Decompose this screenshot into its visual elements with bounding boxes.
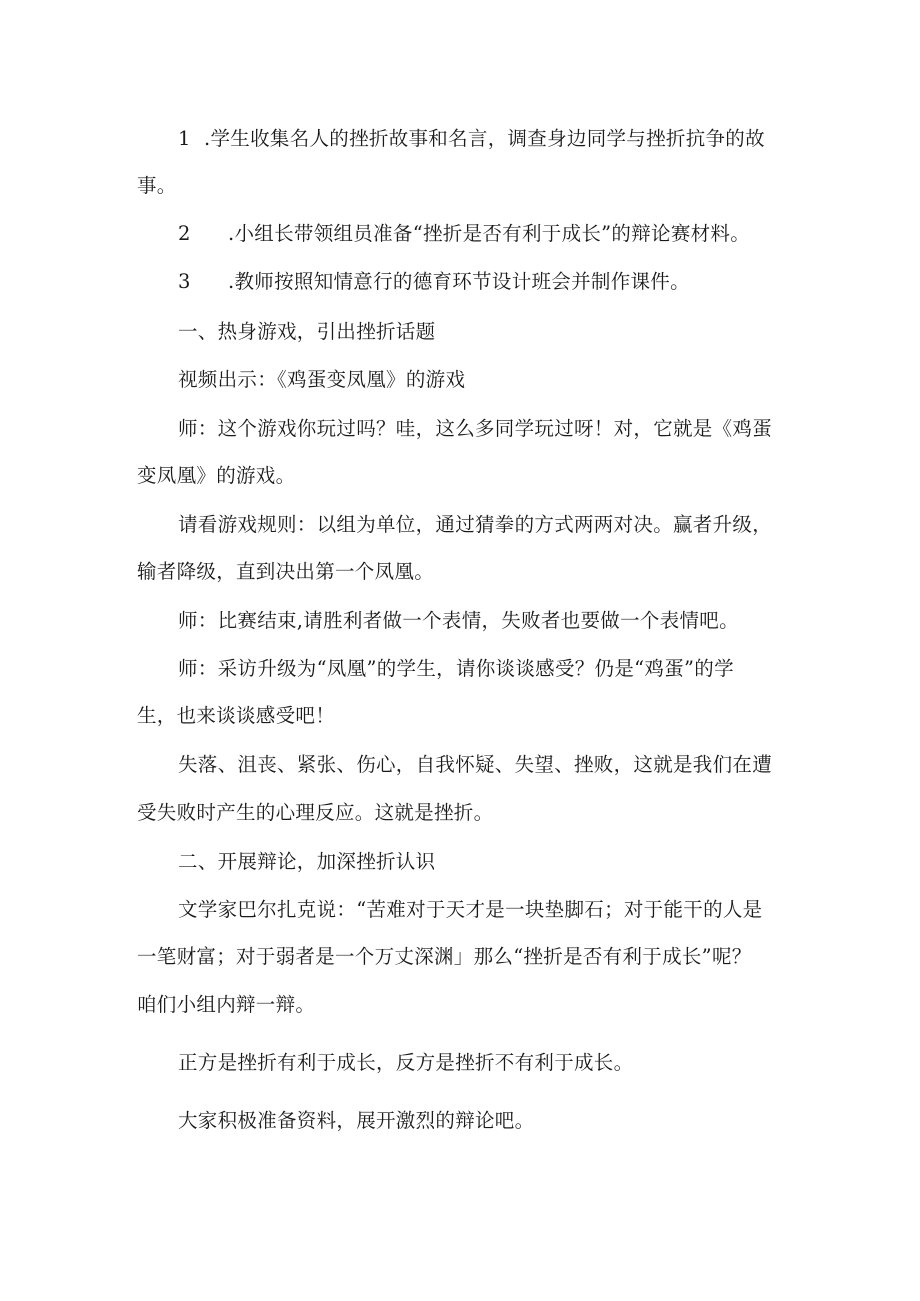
- section-1-p2-line-1: 请看游戏规则：以组为单位，通过猜拳的方式两两对决。赢者升级，: [178, 513, 773, 536]
- section-2-p2: 正方是挫折有利于成长，反方是挫折不有利于成长。: [178, 1051, 634, 1074]
- section-2-p1-line-2: 一笔财富；对于弱者是一个万丈深渊」那么“挫折是否有利于成长”呢？: [137, 945, 752, 968]
- prep-item-1-line-2: 事。: [137, 174, 177, 197]
- section-2-p1-line-3: 咱们小组内辩一辩。: [137, 993, 316, 1016]
- section-1-p1-line-2: 变凤凰》的游戏。: [137, 464, 296, 487]
- prep-item-3: [178, 266, 690, 294]
- prep-item-2-number: 2: [178, 222, 191, 245]
- section-1-p3: 师：比赛结束,请胜利者做一个表情，失败者也要做一个表情吧。: [178, 609, 739, 632]
- section-1-p5-line-1: 失落、沮丧、紧张、伤心，自我怀疑、失望、挫败，这就是我们在遭: [178, 753, 773, 776]
- section-1-p1-line-1: 师：这个游戏你玩过吗？哇，这么多同学玩过呀！对，它就是《鸡蛋: [178, 417, 773, 440]
- section-1-p4-line-1: 师：采访升级为“凤凰”的学生，请你谈谈感受？仍是“鸡蛋”的学: [178, 657, 734, 680]
- section-1-p4-line-2: 生，也来谈谈感受吧！: [137, 704, 336, 727]
- prep-item-2: [178, 218, 750, 246]
- prep-item-3-number: 3: [178, 270, 191, 293]
- section-1-p5-line-2: 受失败时产生的心理反应。这就是挫折。: [137, 801, 494, 824]
- prep-item-1-line-1: [178, 123, 765, 151]
- prep-item-1-number: 1: [178, 127, 191, 150]
- section-2-heading: 二、开展辩论，加深挫折认识: [178, 850, 436, 873]
- section-1-p2-line-2: 输者降级，直到决出第一个凤凰。: [137, 560, 435, 583]
- section-1-video: 视频出示：《鸡蛋变凤凰》的游戏: [178, 368, 466, 391]
- prep-item-3-text: .教师按照知情意行的德育环节设计班会并制作课件。: [228, 270, 690, 293]
- section-1-heading: 一、热身游戏，引出挫折话题: [178, 320, 436, 343]
- section-2-p1-line-1: 文学家巴尔扎克说：“苦难对于天才是一块垫脚石；对于能干的人是: [178, 898, 763, 921]
- prep-item-2-text: .小组长带领组员准备“挫折是否有利于成长”的辩论赛材料。: [228, 222, 751, 245]
- prep-item-1-text: .学生收集名人的挫折故事和名言，调查身边同学与挫折抗争的故: [204, 127, 765, 150]
- section-2-p3: 大家积极准备资料，展开激烈的辩论吧。: [178, 1109, 535, 1132]
